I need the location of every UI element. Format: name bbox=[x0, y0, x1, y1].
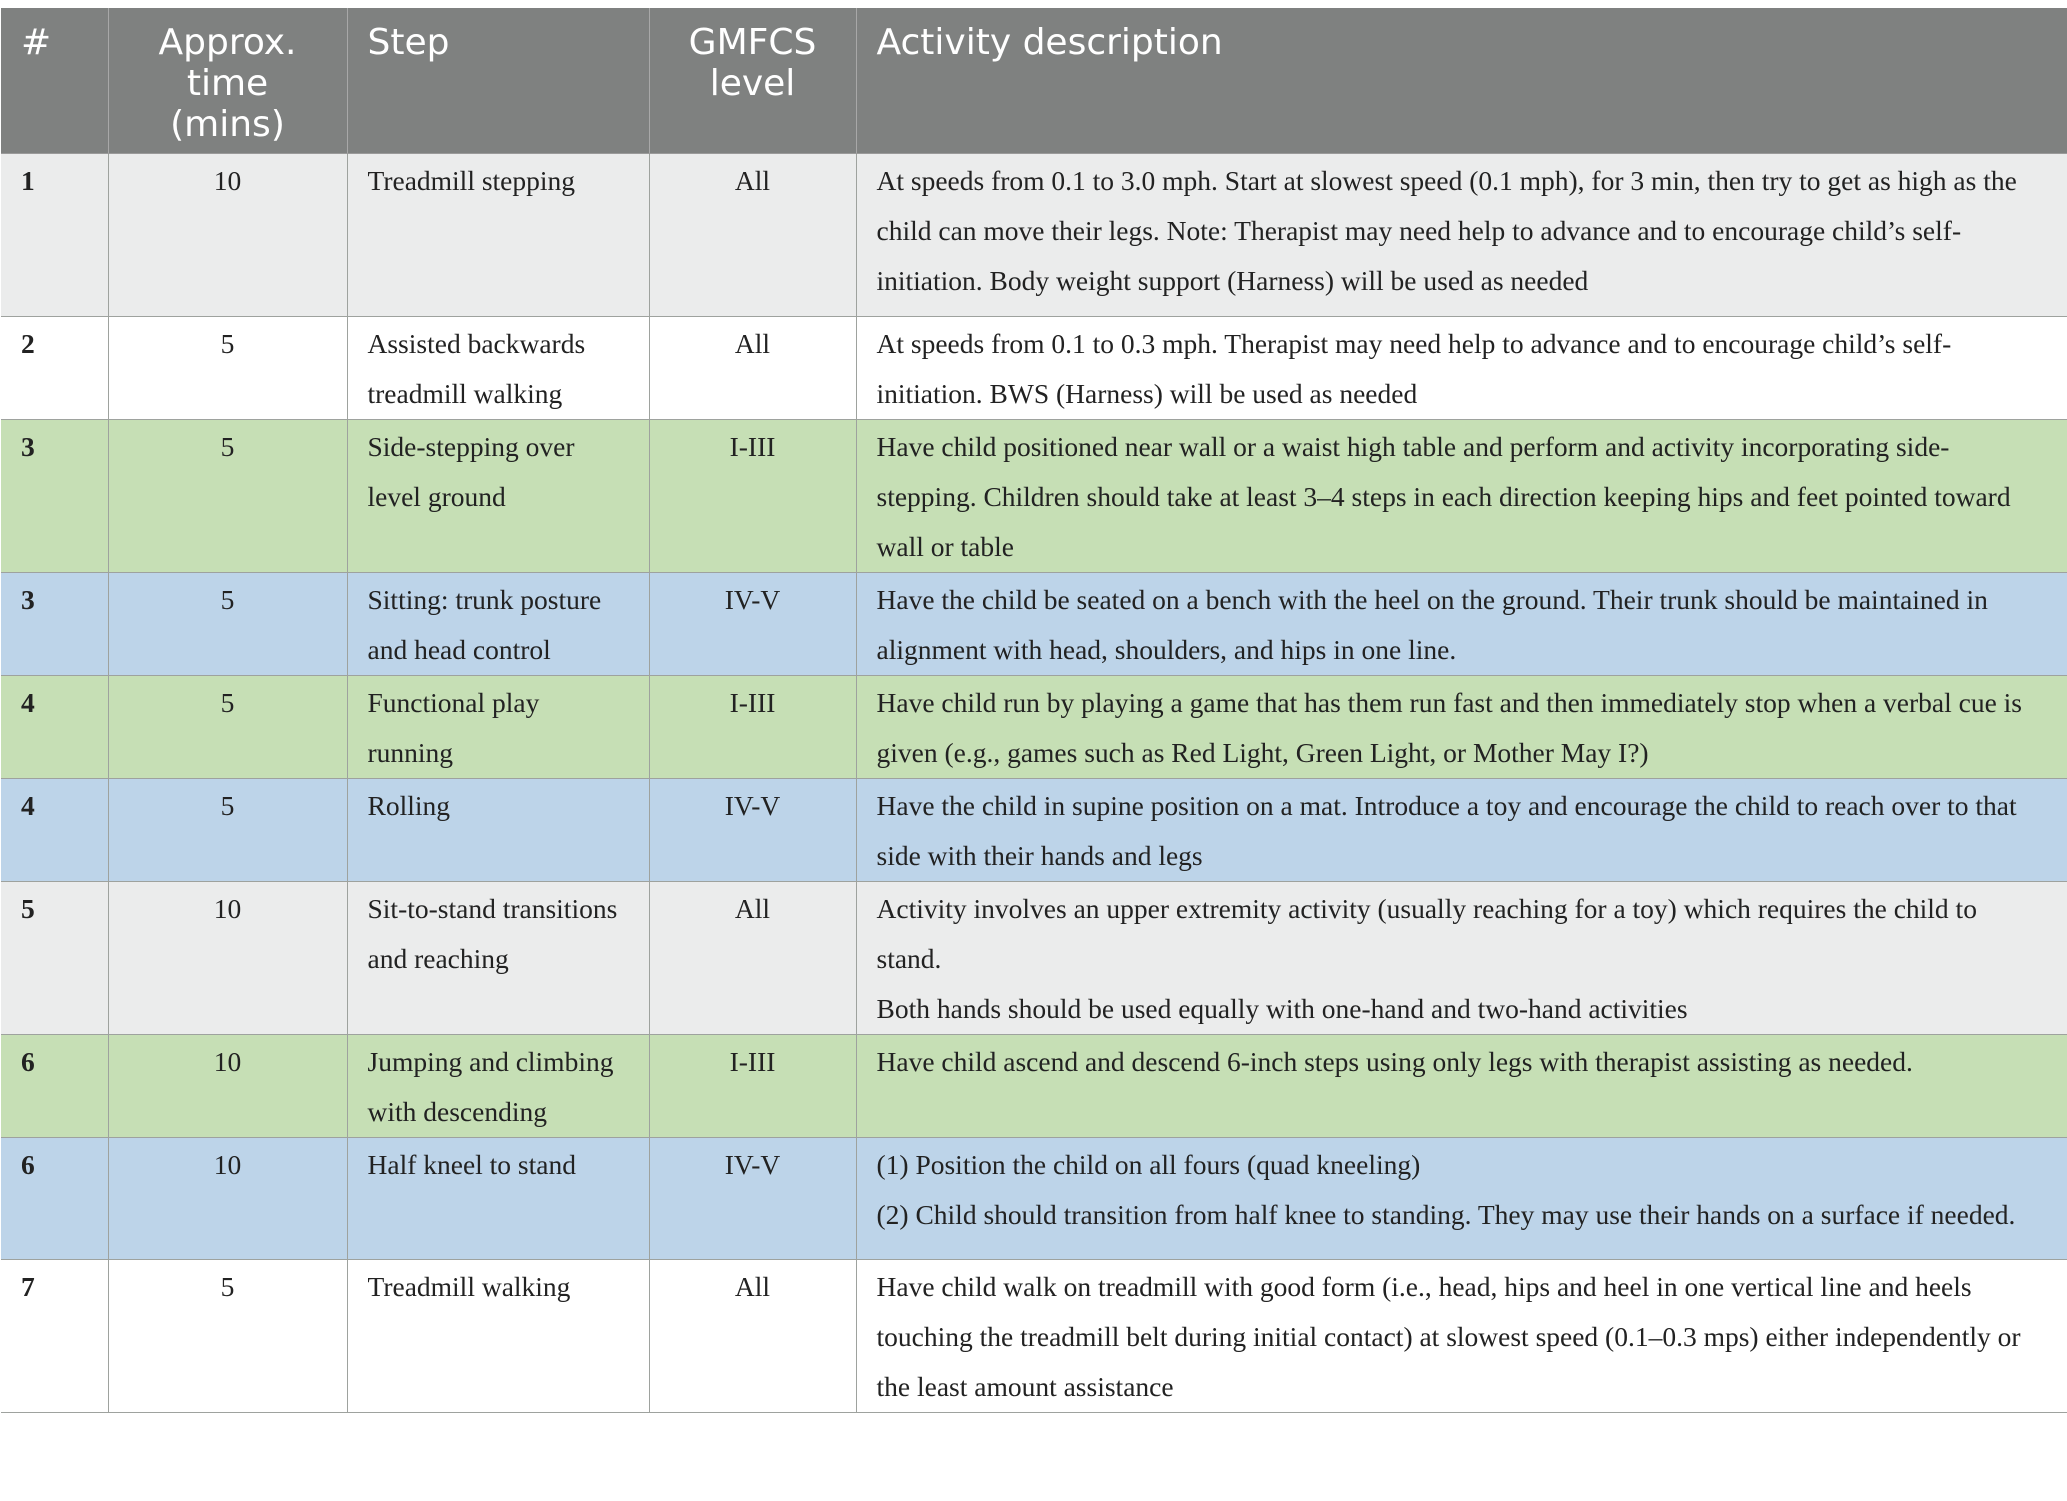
row-time: 10 bbox=[108, 1035, 347, 1138]
row-gmfcs-level: IV-V bbox=[649, 1138, 856, 1260]
row-time: 5 bbox=[108, 573, 347, 676]
row-step: Sitting: trunk posture and head control bbox=[347, 573, 649, 676]
row-step: Half kneel to stand bbox=[347, 1138, 649, 1260]
row-time: 10 bbox=[108, 882, 347, 1035]
row-gmfcs-level: I-III bbox=[649, 420, 856, 573]
row-number: 4 bbox=[1, 779, 108, 882]
description-line: Have the child be seated on a bench with the heel on the ground. Their trunk should be maintained in alignment with head, shoulders, and hips in one line. bbox=[876, 584, 1988, 665]
row-gmfcs-level: I-III bbox=[649, 676, 856, 779]
table-row bbox=[1, 1035, 2067, 1138]
row-time: 10 bbox=[108, 154, 347, 317]
row-gmfcs-level: I-III bbox=[649, 1035, 856, 1138]
description-line: Have the child in supine position on a mat. Introduce a toy and encourage the child to reach over to that side with their hands and legs bbox=[876, 790, 2017, 871]
row-step: Treadmill walking bbox=[347, 1260, 649, 1413]
row-number: 1 bbox=[1, 154, 108, 317]
row-step: Functional play running bbox=[347, 676, 649, 779]
description-line: Both hands should be used equally with one-hand and two-hand activities bbox=[876, 993, 1688, 1024]
row-activity-description bbox=[856, 420, 2067, 573]
table-row bbox=[1, 882, 2067, 1035]
row-activity-description bbox=[856, 1138, 2067, 1260]
header-row bbox=[1, 8, 2067, 154]
row-number: 2 bbox=[1, 317, 108, 420]
row-activity-description bbox=[856, 882, 2067, 1035]
row-number: 6 bbox=[1, 1035, 108, 1138]
row-gmfcs-level: All bbox=[649, 1260, 856, 1413]
table-row bbox=[1, 573, 2067, 676]
row-activity-description bbox=[856, 1260, 2067, 1413]
table-row bbox=[1, 420, 2067, 573]
row-step: Rolling bbox=[347, 779, 649, 882]
row-number: 3 bbox=[1, 420, 108, 573]
activity-protocol-table bbox=[1, 8, 2067, 1413]
header-number: # bbox=[1, 8, 108, 154]
row-gmfcs-level: All bbox=[649, 154, 856, 317]
row-step: Assisted backwards treadmill walking bbox=[347, 317, 649, 420]
row-step: Sit-to-stand transitions and reaching bbox=[347, 882, 649, 1035]
description-line: Have child ascend and descend 6-inch steps using only legs with therapist assisting as needed. bbox=[876, 1046, 1913, 1077]
header-step: Step bbox=[347, 8, 649, 154]
row-activity-description bbox=[856, 1035, 2067, 1138]
table-row bbox=[1, 1138, 2067, 1260]
table-row bbox=[1, 1260, 2067, 1413]
row-time: 5 bbox=[108, 1260, 347, 1413]
table-row bbox=[1, 154, 2067, 317]
row-gmfcs-level: All bbox=[649, 882, 856, 1035]
description-line: Activity involves an upper extremity activity (usually reaching for a toy) which requires the child to stand. bbox=[876, 893, 1977, 974]
row-time: 5 bbox=[108, 420, 347, 573]
row-activity-description bbox=[856, 154, 2067, 317]
row-time: 5 bbox=[108, 317, 347, 420]
row-activity-description bbox=[856, 676, 2067, 779]
table-row bbox=[1, 317, 2067, 420]
description-line: At speeds from 0.1 to 0.3 mph. Therapist may need help to advance and to encourage child’s self-initiation. BWS (Harness) will be used as needed bbox=[876, 328, 1952, 409]
row-time: 5 bbox=[108, 779, 347, 882]
row-step: Jumping and climbing with descending bbox=[347, 1035, 649, 1138]
row-activity-description bbox=[856, 317, 2067, 420]
row-number: 7 bbox=[1, 1260, 108, 1413]
row-step: Side-stepping over level ground bbox=[347, 420, 649, 573]
table-row bbox=[1, 779, 2067, 882]
row-gmfcs-level: All bbox=[649, 317, 856, 420]
row-time: 10 bbox=[108, 1138, 347, 1260]
row-number: 3 bbox=[1, 573, 108, 676]
description-line: Have child run by playing a game that has them run fast and then immediately stop when a verbal cue is given (e.g., games such as Red Light, Green Light, or Mother May I?) bbox=[876, 687, 2022, 768]
description-line: (1) Position the child on all fours (quad kneeling) bbox=[876, 1149, 1421, 1180]
row-number: 6 bbox=[1, 1138, 108, 1260]
header-approx-time: Approx. time (mins) bbox=[108, 8, 347, 154]
row-gmfcs-level: IV-V bbox=[649, 573, 856, 676]
description-line: Have child walk on treadmill with good form (i.e., head, hips and heel in one vertical line and heels touching the treadmill belt during initial contact) at slowest speed (0.1–0.3 mps) either independently or the least amount assistance bbox=[876, 1271, 2021, 1402]
description-line: Have child positioned near wall or a waist high table and perform and activity incorporating side-stepping. Children should take at least 3–4 steps in each direction keeping hips and feet pointed toward wall or table bbox=[876, 431, 2011, 562]
row-step: Treadmill stepping bbox=[347, 154, 649, 317]
table-body bbox=[1, 154, 2067, 1413]
header-gmfcs-level: GMFCS level bbox=[649, 8, 856, 154]
table-row bbox=[1, 676, 2067, 779]
row-activity-description bbox=[856, 779, 2067, 882]
row-gmfcs-level: IV-V bbox=[649, 779, 856, 882]
row-number: 5 bbox=[1, 882, 108, 1035]
description-line: At speeds from 0.1 to 3.0 mph. Start at slowest speed (0.1 mph), for 3 min, then try to get as high as the child can move their legs. Note: Therapist may need help to advance and to encourage child’s self-initiation. Body weight support (Harness) will be used as needed bbox=[876, 165, 2017, 296]
row-activity-description bbox=[856, 573, 2067, 676]
header-activity-description: Activity description bbox=[856, 8, 2067, 154]
description-line: (2) Child should transition from half knee to standing. They may use their hands on a surface if needed. bbox=[876, 1199, 2016, 1230]
row-time: 5 bbox=[108, 676, 347, 779]
row-number: 4 bbox=[1, 676, 108, 779]
